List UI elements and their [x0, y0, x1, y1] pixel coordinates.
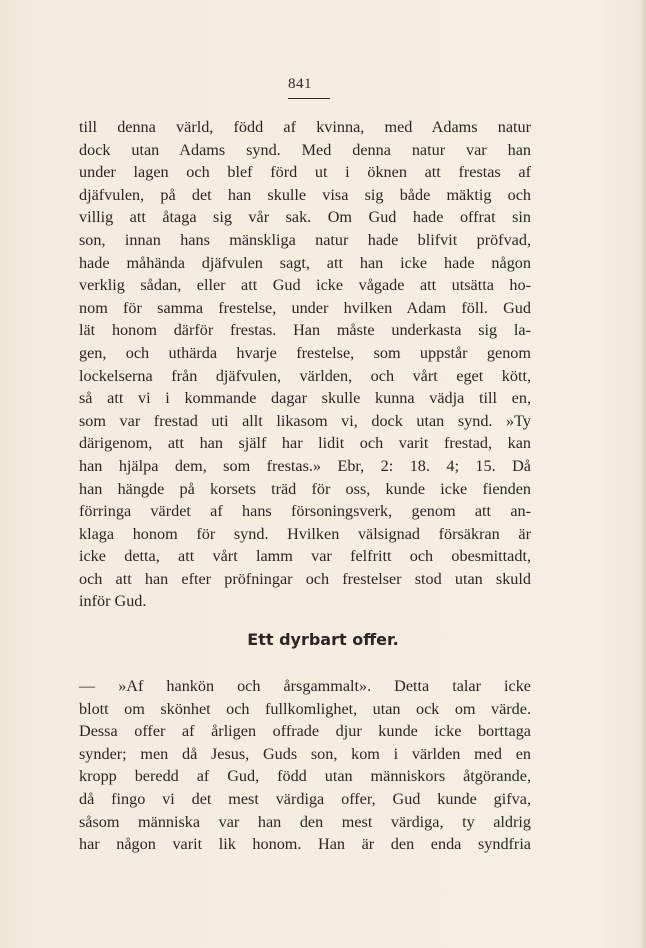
text-line: son, innan hans mänskliga natur hade blifvit pröfvad,	[79, 230, 531, 249]
text-line: han hängde på korsets träd för oss, kunde icke fienden	[79, 479, 531, 498]
paragraph-ett-dyrbart-offer	[79, 675, 531, 856]
text-line: — »Af hankön och årsgammalt». Detta talar icke	[79, 677, 531, 695]
text-line: förringa värdet af hans försoningsverk, genom att an-	[79, 502, 531, 521]
text-line: kropp beredd af Gud, född utan människors åtgörande,	[79, 767, 531, 786]
text-line: lockelserna från djäfvulen, världen, och vårt eget kött,	[79, 366, 531, 385]
text-line: till denna värld, född af kvinna, med Adams natur	[79, 118, 531, 136]
page-number: 841	[288, 76, 312, 92]
text-line: inför Gud.	[79, 592, 147, 611]
page-number-rule	[288, 98, 330, 99]
text-line: så att vi i kommande dagar skulle kunna vädja till en,	[79, 389, 531, 408]
text-line: som var frestad uti allt likasom vi, dock utan synd. »Ty	[79, 411, 531, 430]
text-line: därigenom, att han själf har lidit och varit frestad, kan	[79, 434, 531, 453]
text-line: icke detta, att vårt lamm var felfritt och obesmittadt,	[79, 547, 531, 566]
text-line: lät honom därför frestas. Han måste underkasta sig la-	[79, 321, 531, 340]
paragraph-continuation	[79, 116, 531, 613]
text-line: gen, och uthärda hvarje frestelse, som uppstår genom	[79, 343, 531, 362]
text-line: och att han efter pröfningar och frestelser stod utan skuld	[79, 569, 531, 588]
text-line: synder; men då Jesus, Guds son, kom i världen med en	[79, 744, 531, 763]
text-line: Dessa offer af årligen offrade djur kunde icke borttaga	[79, 722, 531, 741]
text-line: har någon varit lik honom. Han är den enda syndfria	[79, 835, 531, 854]
text-line: nom för samma frestelse, under hvilken Adam föll. Gud	[79, 298, 531, 317]
text-line: verklig sådan, eller att Gud icke vågade att utsätta ho-	[79, 276, 531, 295]
text-line: han hjälpa dem, som frestas.» Ebr, 2: 18. 4; 15. Då	[79, 456, 531, 475]
text-line: under lagen och blef förd ut i öknen att frestas af	[79, 163, 531, 182]
section-heading: Ett dyrbart offer.	[247, 630, 399, 649]
text-line: blott om skönhet och fullkomlighet, utan ock om värde.	[79, 699, 531, 718]
text-line: djäfvulen, på det han skulle visa sig både mäktig och	[79, 185, 531, 204]
text-line: såsom människa var han den mest värdiga, ty aldrig	[79, 812, 531, 831]
text-line: hade måhända djäfvulen sagt, att han icke hade någon	[79, 253, 531, 272]
text-line: villig att åtaga sig vår sak. Om Gud hade offrat sin	[79, 208, 531, 227]
text-line: klaga honom för synd. Hvilken välsignad försäkran är	[79, 524, 531, 543]
text-line: då fingo vi det mest värdiga offer, Gud kunde gifva,	[79, 789, 531, 808]
page-edge-shadow	[640, 0, 646, 948]
text-line: dock utan Adams synd. Med denna natur var han	[79, 140, 531, 159]
